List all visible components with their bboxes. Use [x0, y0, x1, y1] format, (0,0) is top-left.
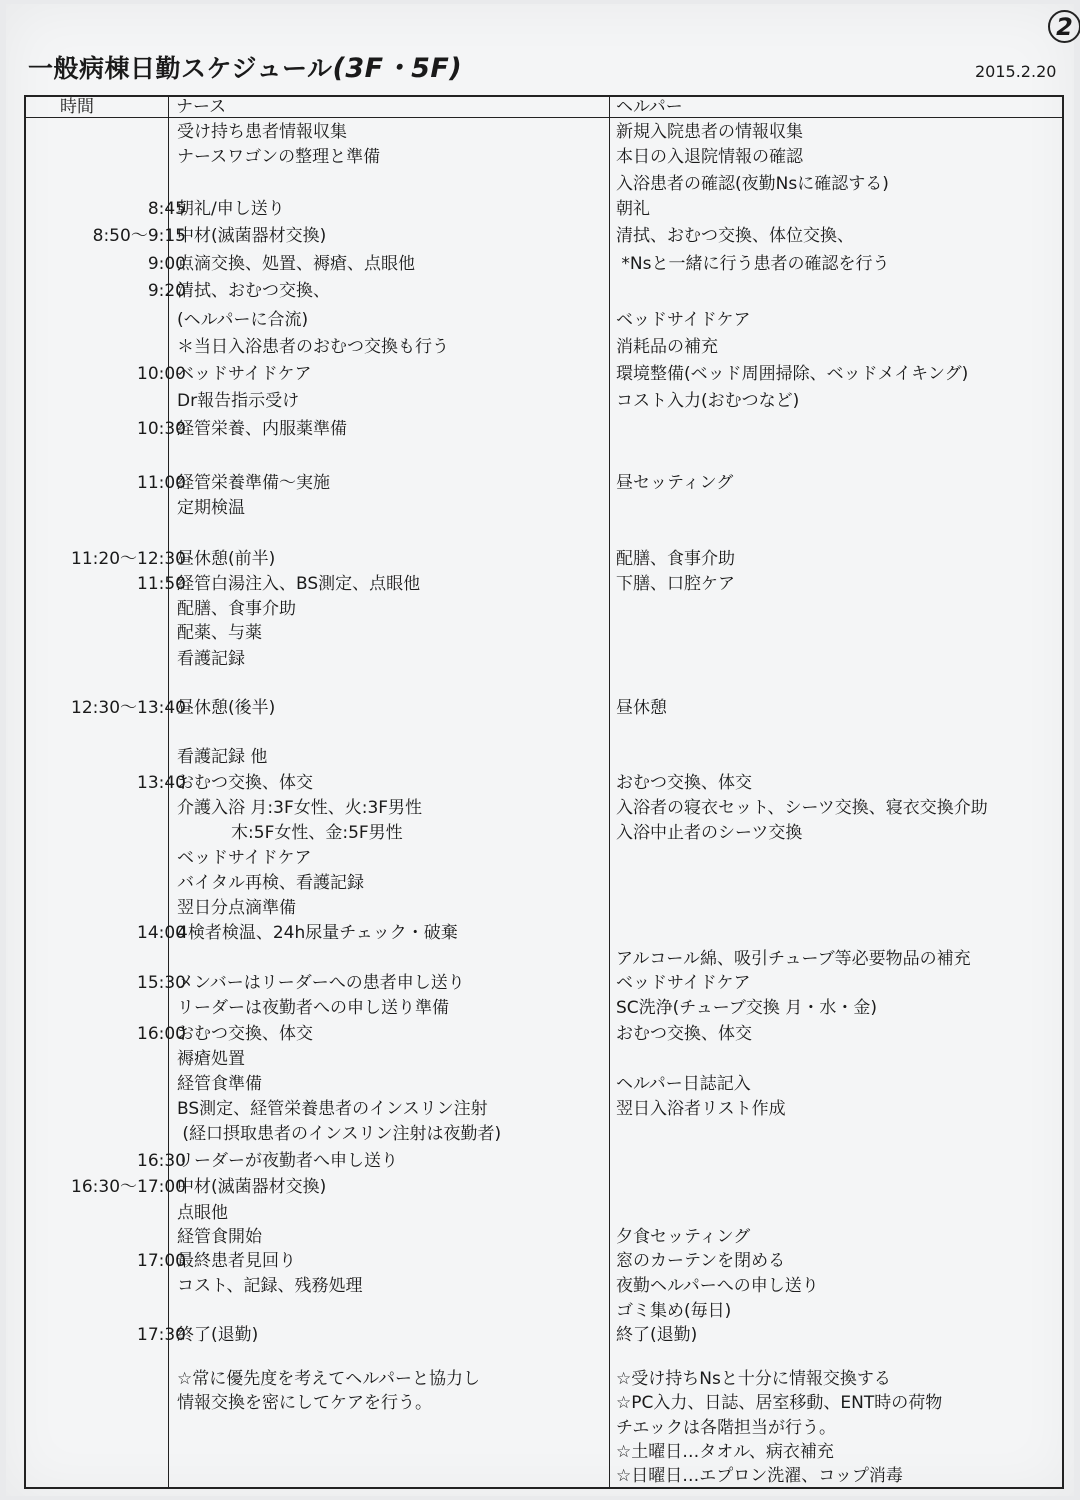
- nurse-cell: 点滴交換、処置、褥瘡、点眼他: [177, 254, 415, 274]
- time-cell: 11:00: [137, 473, 186, 493]
- nurse-cell: 経管栄養準備～実施: [177, 473, 330, 493]
- table-row: [26, 821, 1062, 846]
- helper-cell: 消耗品の補充: [616, 337, 718, 357]
- document-date: 2015.2.20: [975, 62, 1057, 81]
- nurse-cell: 経管白湯注入、BS測定、点眼他: [177, 574, 421, 594]
- time-cell: 11:50: [137, 574, 186, 594]
- table-row: [26, 1464, 1062, 1489]
- time-cell: 17:30: [137, 1325, 186, 1345]
- helper-cell: 環境整備(ベッド周囲掃除、ベッドメイキング): [616, 364, 969, 384]
- helper-cell: 夕食セッティング: [616, 1227, 751, 1247]
- table-row: [26, 1175, 1062, 1200]
- nurse-cell: おむつ交換、体交: [177, 1024, 313, 1044]
- nurse-cell: 看護記録 他: [177, 747, 268, 767]
- nurse-cell: 看護記録: [177, 649, 245, 669]
- helper-cell: 昼休憩: [616, 698, 667, 718]
- table-row: [26, 120, 1062, 145]
- nurse-cell: おむつ交換、体交: [177, 773, 313, 793]
- table-row: [26, 1022, 1062, 1047]
- table-row: [26, 172, 1062, 197]
- helper-cell: 下膳、口腔ケア: [616, 574, 735, 594]
- table-row: [26, 947, 1062, 972]
- nurse-cell: メンバーはリーダーへの患者申し送り: [177, 973, 465, 993]
- table-row: [26, 572, 1062, 597]
- table-row: [26, 145, 1062, 170]
- nurse-cell: BS測定、経管栄養患者のインスリン注射: [177, 1099, 488, 1119]
- schedule-table: [24, 95, 1064, 1489]
- table-row: [26, 252, 1062, 277]
- nurse-cell: 終了(退勤): [177, 1325, 259, 1345]
- table-row: [26, 417, 1062, 442]
- table-row: [26, 1440, 1062, 1465]
- helper-cell: SC洗浄(チューブ交換 月・水・金): [616, 998, 877, 1018]
- nurse-cell: 経管食準備: [177, 1074, 262, 1094]
- nurse-cell: (ヘルパーに合流): [177, 310, 309, 330]
- helper-cell: ☆PC入力、日誌、居室移動、ENT時の荷物: [616, 1393, 943, 1413]
- time-cell: 16:30: [137, 1151, 186, 1171]
- time-cell: 16:00: [137, 1024, 186, 1044]
- nurse-cell: 受け持ち患者情報収集: [177, 122, 347, 142]
- nurse-cell: 経管栄養、内服薬準備: [177, 419, 347, 439]
- nurse-cell: 介護入浴 月:3F女性、火:3F男性: [177, 798, 423, 818]
- table-row: [26, 197, 1062, 222]
- helper-cell: ☆日曜日…エプロン洗濯、コップ消毒: [616, 1466, 903, 1486]
- helper-cell: 本日の入退院情報の確認: [616, 147, 803, 167]
- helper-cell: 入浴患者の確認(夜勤Nsに確認する): [616, 174, 889, 194]
- table-row: [26, 1072, 1062, 1097]
- table-row: [26, 621, 1062, 646]
- helper-cell: 入浴中止者のシーツ交換: [616, 823, 803, 843]
- helper-cell: ゴミ集め(毎日): [616, 1301, 732, 1321]
- nurse-cell: 最終患者見回り: [177, 1251, 296, 1271]
- nurse-cell: 経管食開始: [177, 1227, 262, 1247]
- page-number-circle: 2: [1048, 10, 1080, 43]
- nurse-cell: リーダーが夜勤者へ申し送り: [177, 1151, 398, 1171]
- helper-cell: *Nsと一緒に行う患者の確認を行う: [616, 254, 890, 274]
- table-row: [26, 1149, 1062, 1174]
- helper-cell: ☆受け持ちNsと十分に情報交換する: [616, 1369, 891, 1389]
- nurse-cell: 木:5F女性、金:5F男性: [177, 823, 403, 843]
- table-row: [26, 362, 1062, 387]
- title-text: 一般病棟日勤スケジュール: [28, 54, 333, 83]
- time-cell: 16:30～17:00: [71, 1177, 186, 1197]
- table-row: [26, 896, 1062, 921]
- time-cell: 15:30: [137, 973, 186, 993]
- helper-cell: ベッドサイドケア: [616, 310, 751, 330]
- time-cell: 14:00: [137, 923, 186, 943]
- table-row: [26, 1367, 1062, 1392]
- header-helper: ヘルパー: [616, 97, 683, 117]
- table-row: [26, 696, 1062, 721]
- time-cell: 10:30: [137, 419, 186, 439]
- table-row: [26, 1047, 1062, 1072]
- nurse-cell: コスト、記録、残務処理: [177, 1276, 363, 1296]
- nurse-cell: 清拭、おむつ交換、: [177, 281, 330, 301]
- helper-cell: 配膳、食事介助: [616, 549, 735, 569]
- helper-cell: 昼セッティング: [616, 473, 734, 493]
- helper-cell: コスト入力(おむつなど): [616, 391, 800, 411]
- table-row: [26, 1097, 1062, 1122]
- table-row: [26, 224, 1062, 249]
- helper-cell: 翌日入浴者リスト作成: [616, 1099, 786, 1119]
- page-title: [28, 46, 462, 85]
- table-row: [26, 547, 1062, 572]
- time-cell: 13:40: [137, 773, 186, 793]
- nurse-cell: 昼休憩(後半): [177, 698, 276, 718]
- nurse-cell: (経口摂取患者のインスリン注射は夜勤者): [177, 1124, 502, 1144]
- table-row: [26, 1201, 1062, 1226]
- table-row: [26, 1416, 1062, 1441]
- nurse-cell: 中材(滅菌器材交換): [177, 226, 327, 246]
- nurse-cell: 朝礼/申し送り: [177, 199, 285, 219]
- document-sheet: [6, 4, 1074, 1496]
- table-row: [26, 1299, 1062, 1324]
- nurse-cell: 中材(滅菌器材交換): [177, 1177, 327, 1197]
- table-row: [26, 971, 1062, 996]
- helper-cell: 清拭、おむつ交換、体位交換、: [616, 226, 854, 246]
- nurse-cell: 定期検温: [177, 498, 245, 518]
- nurse-cell: 4検者検温、24h尿量チェック・破棄: [177, 923, 458, 943]
- nurse-cell: リーダーは夜勤者への申し送り準備: [177, 998, 449, 1018]
- nurse-cell: Dr報告指示受け: [177, 391, 300, 411]
- nurse-cell: 褥瘡処置: [177, 1049, 245, 1069]
- time-cell: 12:30～13:40: [71, 698, 186, 718]
- helper-cell: 新規入院患者の情報収集: [616, 122, 803, 142]
- time-cell: 8:50～9:15: [92, 226, 186, 246]
- helper-cell: ☆土曜日…タオル、病衣補充: [616, 1442, 834, 1462]
- time-cell: 10:00: [137, 364, 186, 384]
- table-row: [26, 308, 1062, 333]
- nurse-cell: 翌日分点滴準備: [177, 898, 296, 918]
- table-row: [26, 996, 1062, 1021]
- table-row: [26, 389, 1062, 414]
- table-row: [26, 796, 1062, 821]
- nurse-cell: ナースワゴンの整理と準備: [177, 147, 381, 167]
- nurse-cell: 昼休憩(前半): [177, 549, 276, 569]
- helper-cell: おむつ交換、体交: [616, 773, 752, 793]
- helper-cell: おむつ交換、体交: [616, 1024, 752, 1044]
- nurse-cell: 配薬、与薬: [177, 623, 262, 643]
- time-cell: 17:00: [137, 1251, 186, 1271]
- header-time: 時間: [60, 97, 94, 117]
- table-row: [26, 1274, 1062, 1299]
- helper-cell: 窓のカーテンを閉める: [616, 1251, 786, 1271]
- time-cell: 9:20: [147, 281, 186, 301]
- helper-cell: ベッドサイドケア: [616, 973, 751, 993]
- schedule-rows: [26, 97, 1062, 1487]
- nurse-cell: ベッドサイドケア: [177, 848, 312, 868]
- time-cell: 8:45: [147, 199, 186, 219]
- table-row: [26, 771, 1062, 796]
- table-row: [26, 471, 1062, 496]
- table-row: [26, 745, 1062, 770]
- nurse-cell: 点眼他: [177, 1203, 228, 1223]
- table-row: [26, 1225, 1062, 1250]
- helper-cell: 夜勤ヘルパーへの申し送り: [616, 1276, 819, 1296]
- table-row: [26, 1323, 1062, 1348]
- helper-cell: 終了(退勤): [616, 1325, 698, 1345]
- table-row: [26, 1122, 1062, 1147]
- nurse-cell: ベッドサイドケア: [177, 364, 312, 384]
- helper-cell: ヘルパー日誌記入: [616, 1074, 751, 1094]
- table-row: [26, 846, 1062, 871]
- table-row: [26, 1249, 1062, 1274]
- table-row: [26, 597, 1062, 622]
- table-row: [26, 647, 1062, 672]
- helper-cell: 入浴者の寝衣セット、シーツ交換、寝衣交換介助: [616, 798, 988, 818]
- nurse-cell: 情報交換を密にしてケアを行う。: [177, 1393, 432, 1413]
- table-row: [26, 1391, 1062, 1416]
- title-handwritten-note: (3F・5F): [332, 53, 463, 84]
- nurse-cell: バイタル再検、看護記録: [177, 873, 364, 893]
- table-row: [26, 496, 1062, 521]
- helper-cell: アルコール綿、吸引チューブ等必要物品の補充: [616, 949, 971, 969]
- header-nurse: ナース: [176, 97, 227, 117]
- time-cell: 9:00: [147, 254, 186, 274]
- table-row: [26, 335, 1062, 360]
- table-row: [26, 871, 1062, 896]
- helper-cell: 朝礼: [616, 199, 650, 219]
- nurse-cell: 配膳、食事介助: [177, 599, 296, 619]
- table-row: [26, 279, 1062, 304]
- table-row: [26, 921, 1062, 946]
- helper-cell: チエックは各階担当が行う。: [616, 1418, 836, 1438]
- nurse-cell: ☆常に優先度を考えてヘルパーと協力し: [177, 1369, 481, 1389]
- time-cell: 11:20～12:30: [71, 549, 186, 569]
- nurse-cell: ＊当日入浴患者のおむつ交換も行う: [177, 337, 449, 357]
